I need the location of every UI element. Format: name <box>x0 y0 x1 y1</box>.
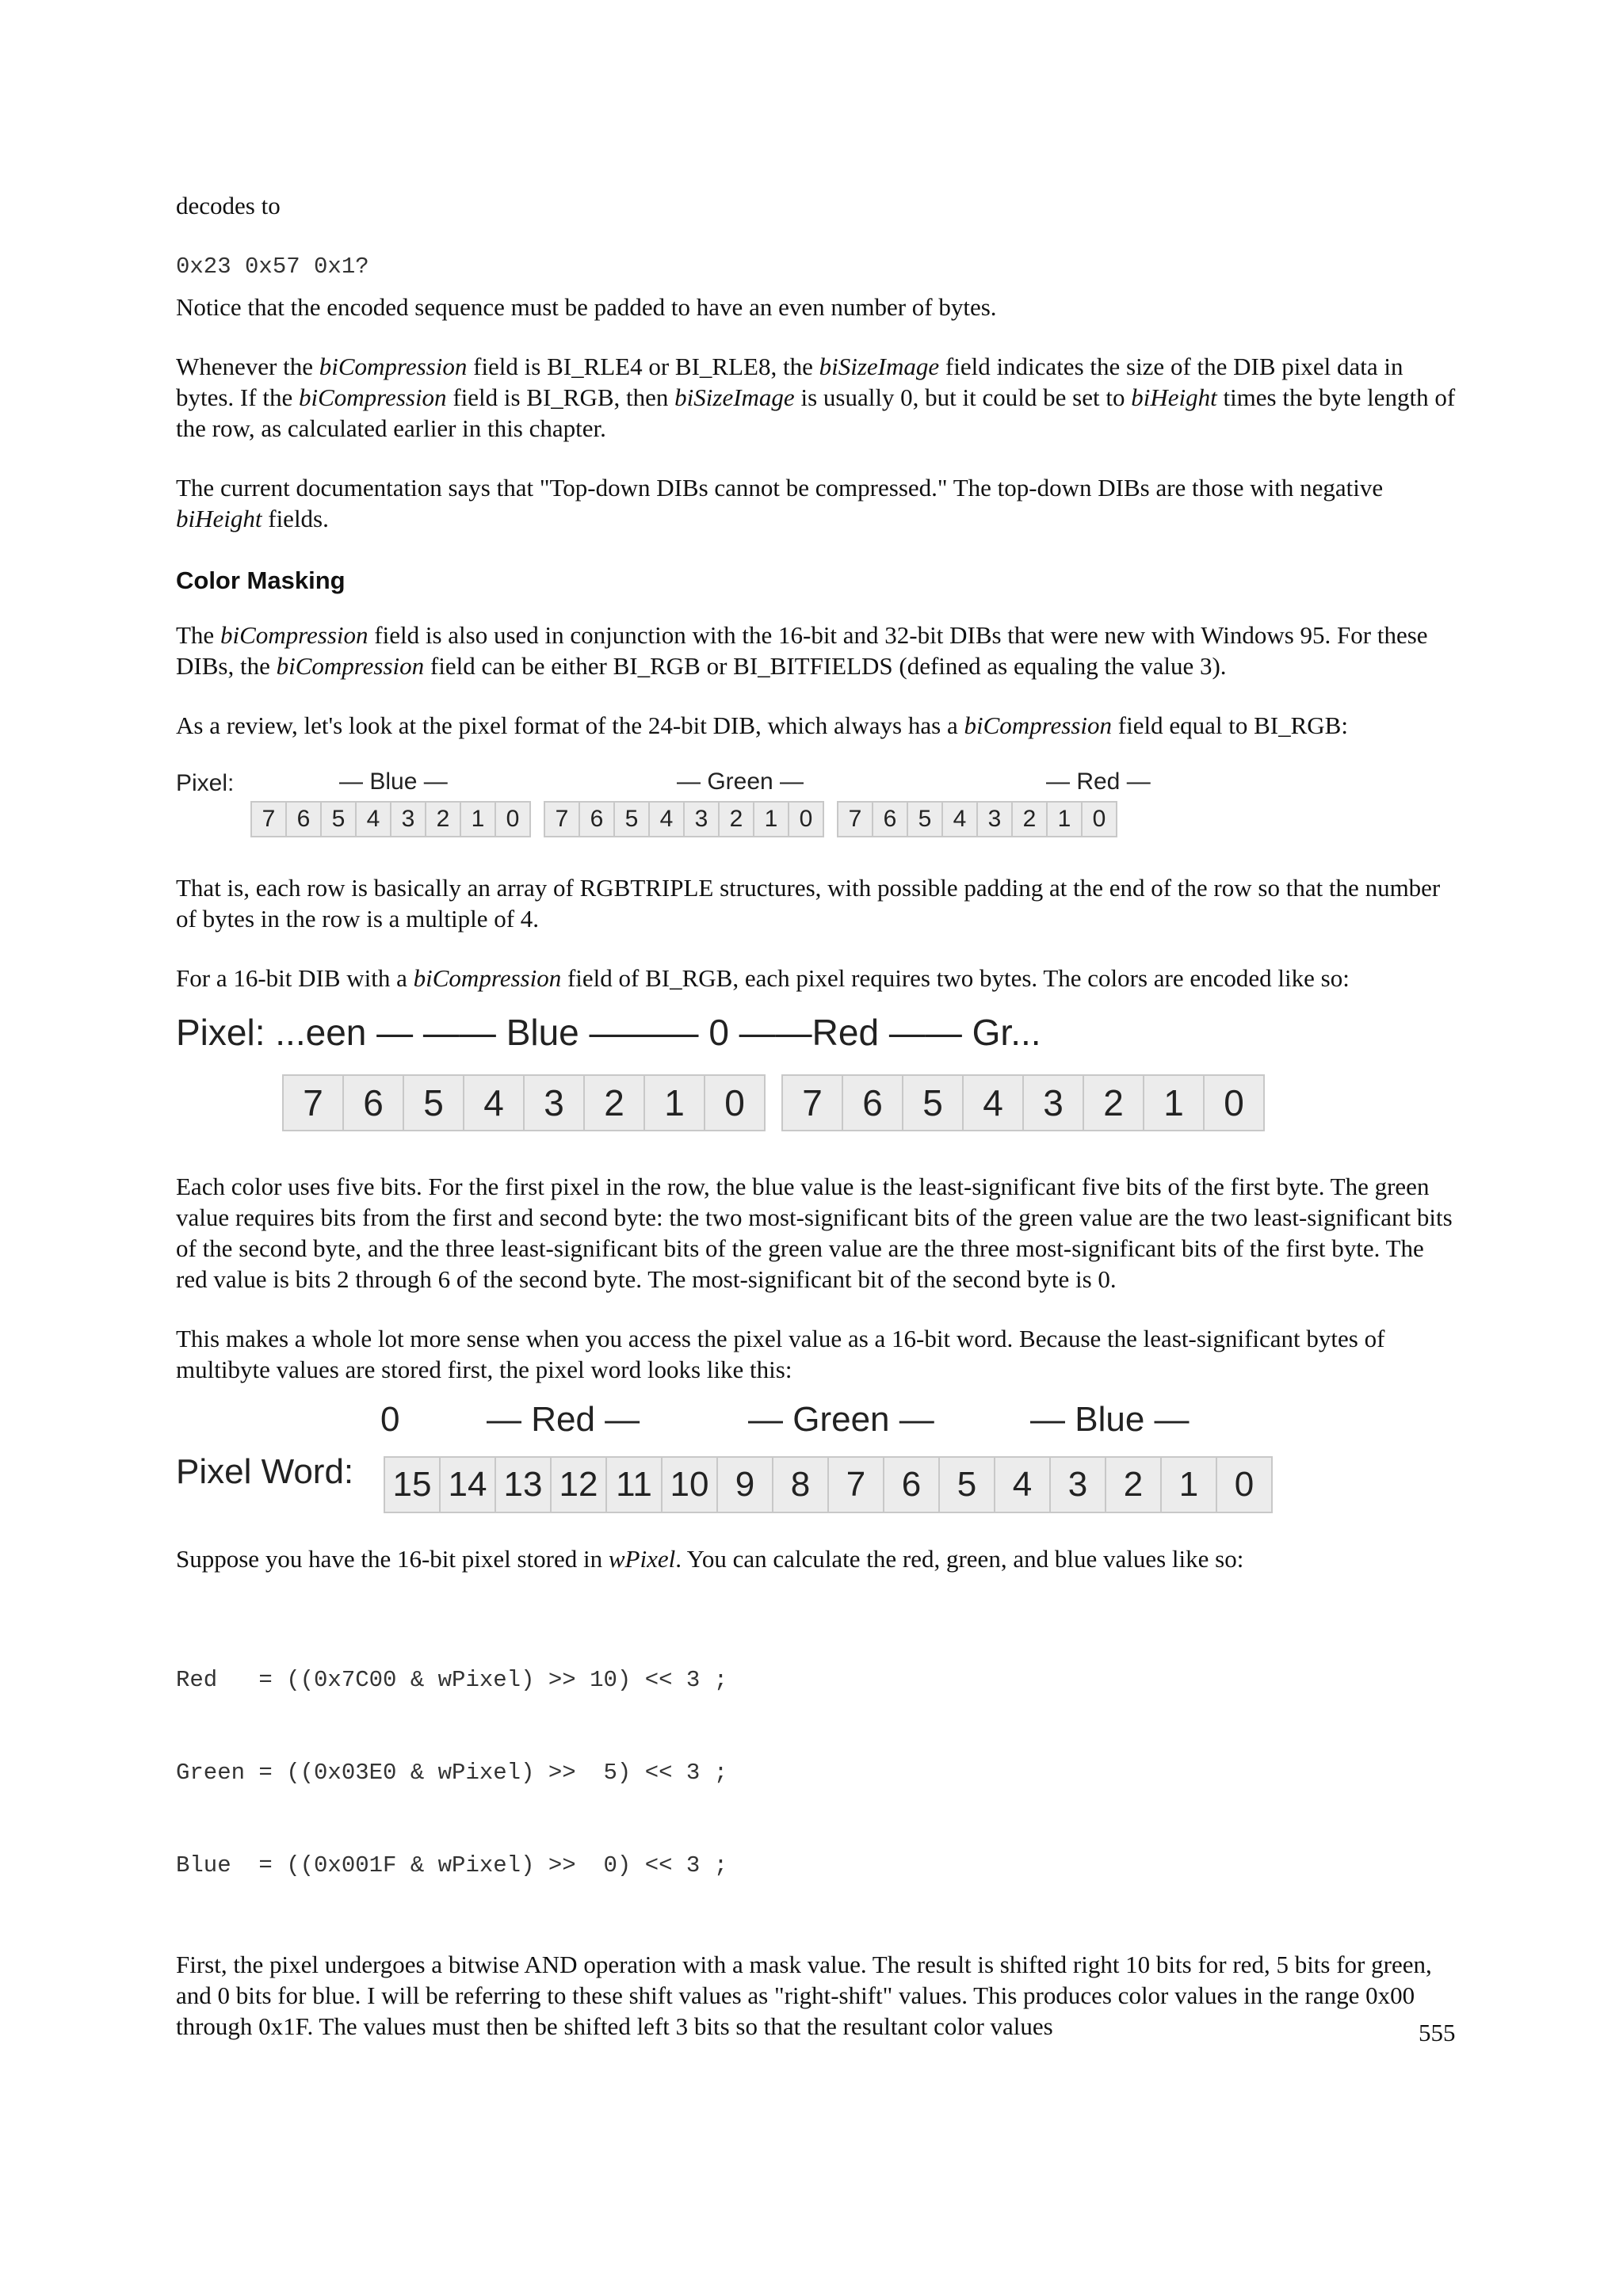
bit-cell: 6 <box>579 801 615 837</box>
diagram-16bit-pixel <box>176 1012 1460 1138</box>
byte-group <box>781 1074 1263 1131</box>
zero-header: 0 <box>380 1400 400 1439</box>
bit-cell: 5 <box>907 801 943 837</box>
bit-cell: 6 <box>342 1074 404 1131</box>
code-line-green: Green = ((0x03E0 & wPixel) >> 5) << 3 ; <box>176 1760 728 1786</box>
topdown-paragraph: The current documentation says that "Top-down DIBs cannot be compressed." The top-down DIBs are those with negative biHeight fields. <box>176 474 1384 532</box>
bit-cell: 1 <box>1143 1074 1205 1131</box>
byte-group <box>282 1074 764 1131</box>
diagram-24bit-pixel <box>176 761 1460 841</box>
bit-cell: 11 <box>605 1456 663 1513</box>
code-line-red: Red = ((0x7C00 & wPixel) >> 10) << 3 ; <box>176 1667 728 1693</box>
bit-cell: 3 <box>1022 1074 1084 1131</box>
bit-cell: 6 <box>842 1074 903 1131</box>
bit-cell: 5 <box>403 1074 464 1131</box>
bit-cell: 0 <box>1081 801 1117 837</box>
byte-group <box>837 801 1116 837</box>
bit-cell: 5 <box>613 801 650 837</box>
bit-cell: 0 <box>704 1074 766 1131</box>
bit-cell: 4 <box>463 1074 525 1131</box>
bit-cell: 2 <box>1083 1074 1144 1131</box>
bit-cell: 5 <box>320 801 357 837</box>
bit-cell: 5 <box>938 1456 995 1513</box>
pixel-label: Pixel: <box>176 770 235 796</box>
bit-cell: 1 <box>1046 801 1083 837</box>
bit-cells <box>384 1456 1271 1513</box>
bit-cell: 7 <box>282 1074 344 1131</box>
bit-cell: 1 <box>460 801 496 837</box>
rgbtriple-paragraph: That is, each row is basically an array of RGBTRIPLE structures, with possible padding at the end of the row so that the number of bytes in the row is a multiple of 4. <box>176 874 1441 933</box>
byte-group <box>384 1456 1271 1513</box>
bit-cell: 3 <box>976 801 1013 837</box>
suppose-paragraph: Suppose you have the 16-bit pixel stored in wPixel. You can calculate the red, green, and blue values like so: <box>176 1545 1244 1573</box>
bit-cell: 2 <box>1105 1456 1162 1513</box>
pixel-word-label: Pixel Word: <box>176 1452 354 1491</box>
green-header: — Green — <box>748 1400 934 1439</box>
bit-cell: 1 <box>1160 1456 1217 1513</box>
sizeimage-paragraph: Whenever the biCompression field is BI_RLE4 or BI_RLE8, the biSizeImage field indicates the size of the DIB pixel data in bytes. If the biCompression field is BI_RGB, then biSizeImage is usually 0, but it could be set to biHeight times the byte length of the row, as calculated earlier in this chapter. <box>176 353 1456 442</box>
pixel-word-paragraph: This makes a whole lot more sense when you access the pixel value as a 16-bit word. Because the least-significant bytes of multibyte values are stored first, the pixel word looks like this: <box>176 1325 1385 1383</box>
bit-cell: 6 <box>883 1456 940 1513</box>
pixel-header-line: Pixel: ...een — —— Blue ——— 0 ——Red —— Gr... <box>176 1012 1041 1053</box>
five-bits-paragraph: Each color uses five bits. For the first pixel in the row, the blue value is the least-significant five bits of the first byte. The green value requires bits from the first and second byte: the two most-significant bits of the green value are the two least-significant bits of the second byte, and the three least-significant bits of the green value are the three most-significant bits of the first byte. The red value is bits 2 through 6 of the second byte. The most-significant bit of the second byte is 0. <box>176 1173 1453 1293</box>
bit-cell: 3 <box>683 801 720 837</box>
byte-group <box>250 801 529 837</box>
red-header: — Red — <box>487 1400 640 1439</box>
bit-cell: 0 <box>495 801 531 837</box>
bit-cell: 3 <box>1049 1456 1106 1513</box>
bit-cell: 6 <box>285 801 322 837</box>
bit-cell: 13 <box>495 1456 552 1513</box>
padding-paragraph: Notice that the encoded sequence must be padded to have an even number of bytes. <box>176 293 997 321</box>
decoded-bytes-code: 0x23 0x57 0x1? <box>176 254 369 280</box>
bit-cell: 4 <box>648 801 685 837</box>
bit-cell: 4 <box>962 1074 1024 1131</box>
bitfields-paragraph: The biCompression field is also used in conjunction with the 16-bit and 32-bit DIBs that were new with Windows 95. For these DIBs, the biCompression field can be either BI_RGB or BI_BITFIELDS (defined as equaling the value 3). <box>176 621 1428 680</box>
blue-header: — Blue — <box>1030 1400 1190 1439</box>
bit-cell: 0 <box>1216 1456 1273 1513</box>
byte-groups <box>282 1074 1263 1131</box>
code-line-blue: Blue = ((0x001F & wPixel) >> 0) << 3 ; <box>176 1852 728 1878</box>
bit-cell: 2 <box>1011 801 1048 837</box>
bit-cell: 2 <box>583 1074 645 1131</box>
page-body <box>176 190 1460 2070</box>
bit-cell: 4 <box>994 1456 1051 1513</box>
bit-cell: 7 <box>544 801 580 837</box>
bit-cell: 4 <box>355 801 391 837</box>
bit-cell: 3 <box>390 801 426 837</box>
page-number: 555 <box>1419 2019 1456 2046</box>
bit-cell: 1 <box>643 1074 705 1131</box>
review-paragraph: As a review, let's look at the pixel format of the 24-bit DIB, which always has a biCompression field equal to BI_RGB: <box>176 711 1348 739</box>
bit-cell: 2 <box>425 801 461 837</box>
diagram-pixel-word <box>176 1400 1460 1515</box>
bit-cell: 8 <box>772 1456 829 1513</box>
bit-cell: 7 <box>781 1074 843 1131</box>
bit-cell: 2 <box>718 801 754 837</box>
bit-cell: 7 <box>837 801 873 837</box>
byte-group <box>544 801 823 837</box>
bit-cell: 1 <box>753 801 789 837</box>
section-heading: Color Masking <box>176 566 346 594</box>
bit-cell: 6 <box>872 801 908 837</box>
bit-cell: 15 <box>384 1456 441 1513</box>
bit-cell: 14 <box>439 1456 496 1513</box>
color-code-block <box>176 1603 1460 1943</box>
bit-cell: 7 <box>250 801 287 837</box>
bit-cell: 12 <box>550 1456 607 1513</box>
bit-cell: 0 <box>1203 1074 1265 1131</box>
blue-header: — Blue — <box>339 769 448 795</box>
bit-cell: 0 <box>788 801 824 837</box>
red-header: — Red — <box>1046 769 1151 795</box>
decodes-to-text: decodes to <box>176 192 281 219</box>
bit-cell: 7 <box>827 1456 884 1513</box>
bit-cell: 10 <box>661 1456 718 1513</box>
bit-cell: 3 <box>523 1074 585 1131</box>
byte-groups <box>250 801 1116 837</box>
bit-cell: 4 <box>941 801 978 837</box>
bit-cell: 5 <box>902 1074 964 1131</box>
bit-cell: 9 <box>716 1456 773 1513</box>
16bit-paragraph: For a 16-bit DIB with a biCompression field of BI_RGB, each pixel requires two bytes. The colors are encoded like so: <box>176 964 1350 992</box>
green-header: — Green — <box>677 769 804 795</box>
first-paragraph: First, the pixel undergoes a bitwise AND operation with a mask value. The result is shifted right 10 bits for red, 5 bits for green, and 0 bits for blue. I will be referring to these shift values as "right-shift" values. This produces color values in the range 0x00 through 0x1F. The values must then be shifted left 3 bits so that the resultant color values <box>176 1951 1432 2040</box>
